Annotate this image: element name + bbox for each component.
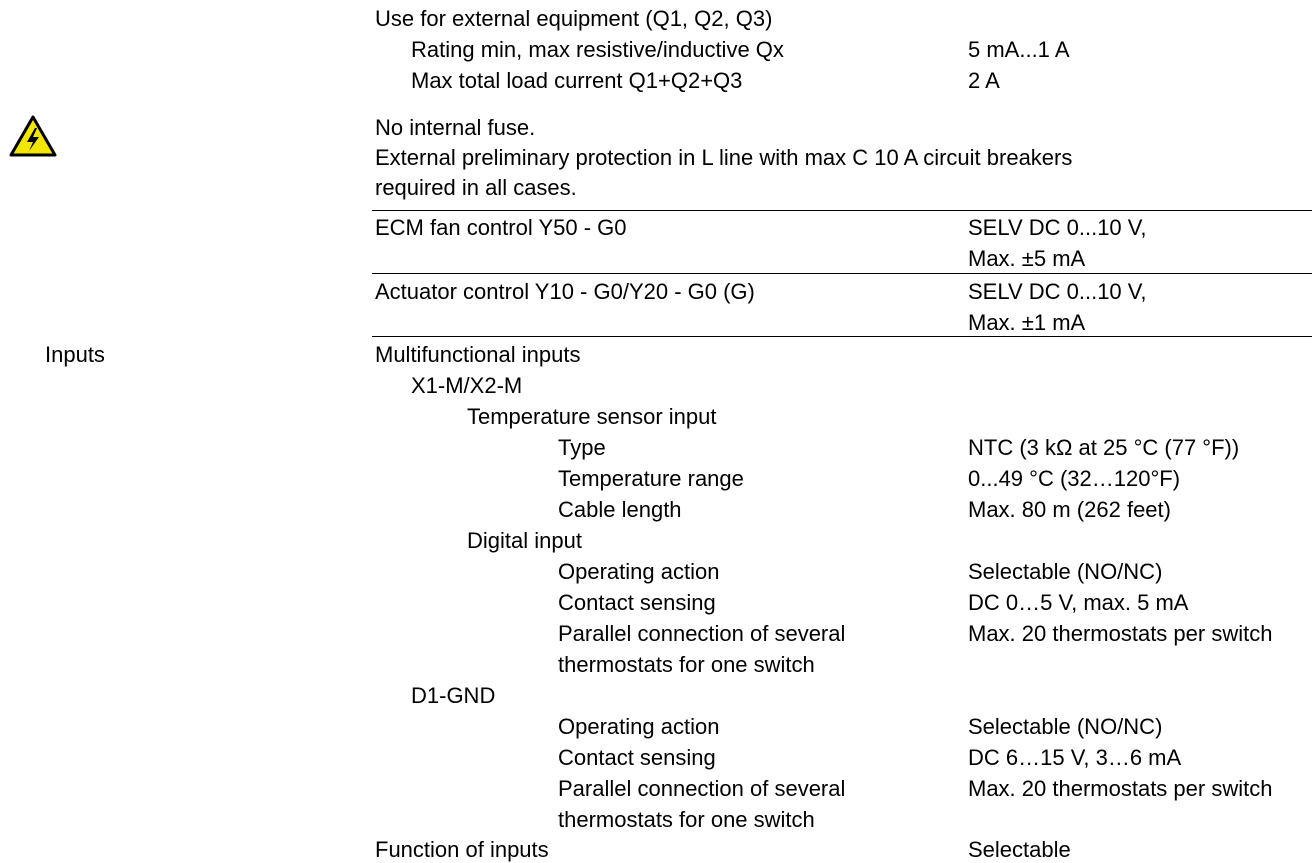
d1-parallel-connection-label-2: thermostats for one switch <box>558 807 815 832</box>
d1-operating-action-label: Operating action <box>558 714 720 739</box>
max-total-value: 2 A <box>968 68 1000 93</box>
type-value: NTC (3 kΩ at 25 °C (77 °F)) <box>968 435 1240 460</box>
operating-action-value: Selectable (NO/NC) <box>968 559 1163 584</box>
rating-label: Rating min, max resistive/inductive Qx <box>411 37 784 62</box>
contact-sensing-label: Contact sensing <box>558 590 716 615</box>
d1-operating-action-value: Selectable (NO/NC) <box>968 714 1163 739</box>
d1-parallel-connection-label-1: Parallel connection of several <box>558 776 846 801</box>
temperature-range-value: 0...49 °C (32…120°F) <box>968 466 1181 491</box>
function-of-inputs-label: Function of inputs <box>375 837 549 862</box>
divider <box>372 273 1312 274</box>
d1-gnd-heading: D1-GND <box>411 683 496 708</box>
ecm-label: ECM fan control Y50 - G0 <box>375 215 627 240</box>
function-of-inputs-value: Selectable <box>968 837 1071 862</box>
ecm-value-2: Max. ±5 mA <box>968 246 1086 271</box>
parallel-connection-label-1: Parallel connection of several <box>558 621 846 646</box>
digital-input-heading: Digital input <box>467 528 582 553</box>
divider <box>372 336 1312 337</box>
type-label: Type <box>558 435 606 460</box>
temperature-range-label: Temperature range <box>558 466 744 491</box>
max-total-label: Max total load current Q1+Q2+Q3 <box>411 68 743 93</box>
d1-contact-sensing-value: DC 6…15 V, 3…6 mA <box>968 745 1182 770</box>
actuator-value-1: SELV DC 0...10 V, <box>968 279 1147 304</box>
contact-sensing-value: DC 0…5 V, max. 5 mA <box>968 590 1189 615</box>
divider <box>372 210 1312 211</box>
actuator-value-2: Max. ±1 mA <box>968 310 1086 335</box>
ecm-value-1: SELV DC 0...10 V, <box>968 215 1147 240</box>
cable-length-label: Cable length <box>558 497 682 522</box>
cable-length-value: Max. 80 m (262 feet) <box>968 497 1171 522</box>
d1-contact-sensing-label: Contact sensing <box>558 745 716 770</box>
warning-line-2: External preliminary protection in L line with max C 10 A circuit breakers <box>375 145 1073 170</box>
external-equipment-heading: Use for external equipment (Q1, Q2, Q3) <box>375 6 773 31</box>
high-voltage-warning-icon <box>8 114 58 158</box>
parallel-connection-label-2: thermostats for one switch <box>558 652 815 677</box>
operating-action-label: Operating action <box>558 559 720 584</box>
x1-x2-heading: X1-M/X2-M <box>411 373 523 398</box>
warning-line-3: required in all cases. <box>375 175 577 200</box>
d1-parallel-connection-value: Max. 20 thermostats per switch <box>968 776 1273 801</box>
actuator-label: Actuator control Y10 - G0/Y20 - G0 (G) <box>375 279 755 304</box>
parallel-connection-value: Max. 20 thermostats per switch <box>968 621 1273 646</box>
multifunctional-inputs: Multifunctional inputs <box>375 342 581 367</box>
temperature-sensor-heading: Temperature sensor input <box>467 404 717 429</box>
inputs-section-label: Inputs <box>45 342 105 367</box>
warning-line-1: No internal fuse. <box>375 115 536 140</box>
rating-value: 5 mA...1 A <box>968 37 1070 62</box>
